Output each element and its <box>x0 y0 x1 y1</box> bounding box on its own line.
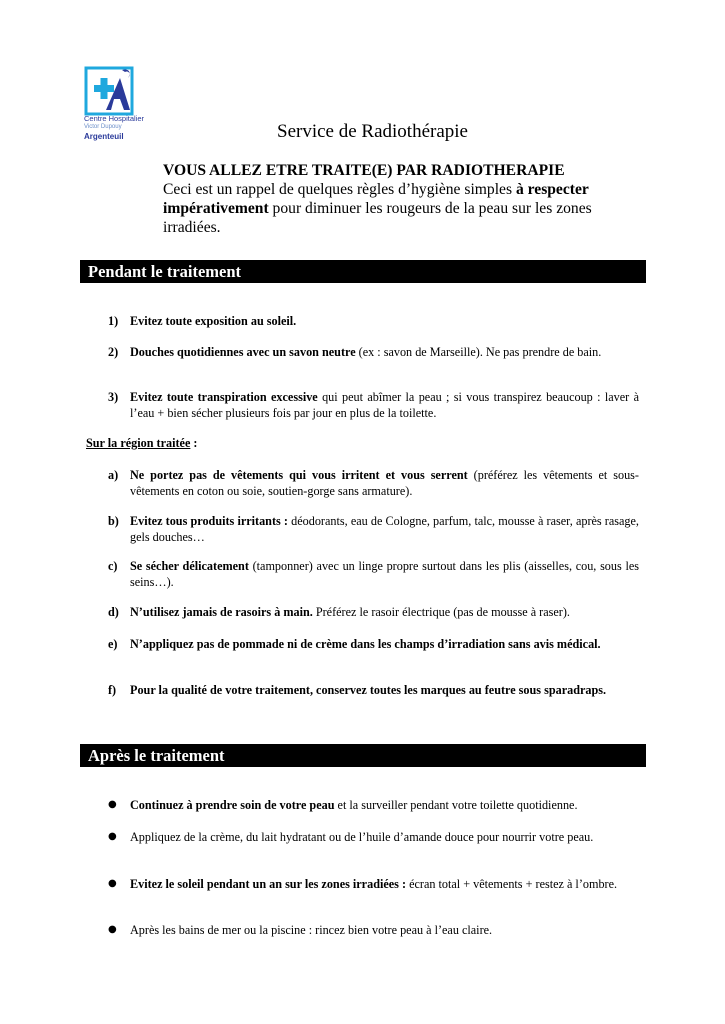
subheading-suffix: : <box>190 436 198 450</box>
bullet-icon: ● <box>108 831 117 842</box>
item-bold: Evitez tous produits irritants : <box>130 514 288 528</box>
subheading-text: Sur la région traitée <box>86 436 191 450</box>
list-item <box>108 604 639 620</box>
item-bold: Se sécher délicatement <box>130 559 249 573</box>
item-marker: f) <box>108 683 117 697</box>
item-text: (préférez les vêtements et sous-vêtements en coton ou soie, soutien-gorge sans armature). <box>130 468 639 498</box>
item-marker: d) <box>108 605 119 619</box>
section-header-pendant: Pendant le traitement <box>80 260 646 283</box>
bullet-icon: ● <box>108 924 117 935</box>
page-title: Service de Radiothérapie <box>277 121 468 142</box>
item-marker: b) <box>108 514 119 528</box>
bullet-item <box>108 876 639 892</box>
item-text: Préférez le rasoir électrique (pas de mousse à raser). <box>312 605 570 619</box>
intro-text-before: Ceci est un rappel de quelques règles d’hygiène simples <box>163 181 516 198</box>
bullet-icon: ● <box>108 799 117 810</box>
item-text: qui peut abîmer la peau ; si vous transpirez beaucoup : laver à l’eau + bien sécher plusieurs fois par jour en plus de la toilette. <box>130 390 639 420</box>
item-bold: Ne portez pas de vêtements qui vous irritent et vous serrent <box>130 468 468 482</box>
bullet-text: Après les bains de mer ou la piscine : rincez bien votre peau à l’eau claire. <box>130 923 493 937</box>
intro-block <box>163 161 633 237</box>
bullet-bold: Evitez le soleil pendant un an sur les zones irradiées : <box>130 877 407 891</box>
bullet-icon: ● <box>108 878 117 889</box>
list-item <box>108 313 639 329</box>
item-marker: 3) <box>108 390 119 404</box>
list-item <box>108 636 639 652</box>
item-marker: c) <box>108 559 118 573</box>
logo-line-2: Victor Dupouy <box>84 124 122 130</box>
item-bold: Douches quotidiennes avec un savon neutre <box>130 345 356 359</box>
logo-line-3: Argenteuil <box>84 132 124 141</box>
section-header-apres: Après le traitement <box>80 744 646 767</box>
bullet-bold: Continuez à prendre soin de votre peau <box>130 798 335 812</box>
item-marker: a) <box>108 468 119 482</box>
item-bold: Evitez toute exposition au soleil. <box>130 314 297 328</box>
subheading <box>86 436 197 451</box>
item-bold: N’appliquez pas de pommade ni de crème dans les champs d’irradiation sans avis médical. <box>130 637 601 651</box>
list-item <box>108 682 639 698</box>
logo-caption <box>84 114 148 141</box>
bullet-item <box>108 829 639 845</box>
intro-text-after: pour diminuer les rougeurs de la peau sur les zones irradiées. <box>163 200 592 236</box>
list-item <box>108 558 639 590</box>
list-item <box>108 344 639 360</box>
item-text: déodorants, eau de Cologne, parfum, talc, mousse à raser, après rasage, gels douches… <box>130 514 639 544</box>
item-bold: Pour la qualité de votre traitement, conservez toutes les marques au feutre sous sparadraps. <box>130 683 607 697</box>
intro-text-bold: à respecter impérativement <box>163 181 589 217</box>
intro-paragraph <box>163 180 633 237</box>
bullet-item <box>108 922 639 938</box>
item-marker: 1) <box>108 314 119 328</box>
item-text: (ex : savon de Marseille). Ne pas prendre de bain. <box>355 345 602 359</box>
item-text: (tamponner) avec un linge propre surtout dans les plis (aisselles, cou, sous les seins…). <box>130 559 639 589</box>
list-item <box>108 467 639 499</box>
bullet-text: et la surveiller pendant votre toilette quotidienne. <box>334 798 578 812</box>
logo-line-1: Centre Hospitalier <box>84 114 145 123</box>
bullet-text: Appliquez de la crème, du lait hydratant ou de l’huile d’amande douce pour nourrir votre peau. <box>130 830 594 844</box>
list-item <box>108 389 639 421</box>
item-bold: N’utilisez jamais de rasoirs à main. <box>130 605 313 619</box>
bullet-text: écran total + vêtements + restez à l’ombre. <box>406 877 618 891</box>
item-bold: Evitez toute transpiration excessive <box>130 390 318 404</box>
item-marker: 2) <box>108 345 119 359</box>
list-item <box>108 513 639 545</box>
intro-heading: VOUS ALLEZ ETRE TRAITE(E) PAR RADIOTHERAPIE <box>163 162 565 179</box>
item-marker: e) <box>108 637 118 651</box>
bullet-item <box>108 797 639 813</box>
